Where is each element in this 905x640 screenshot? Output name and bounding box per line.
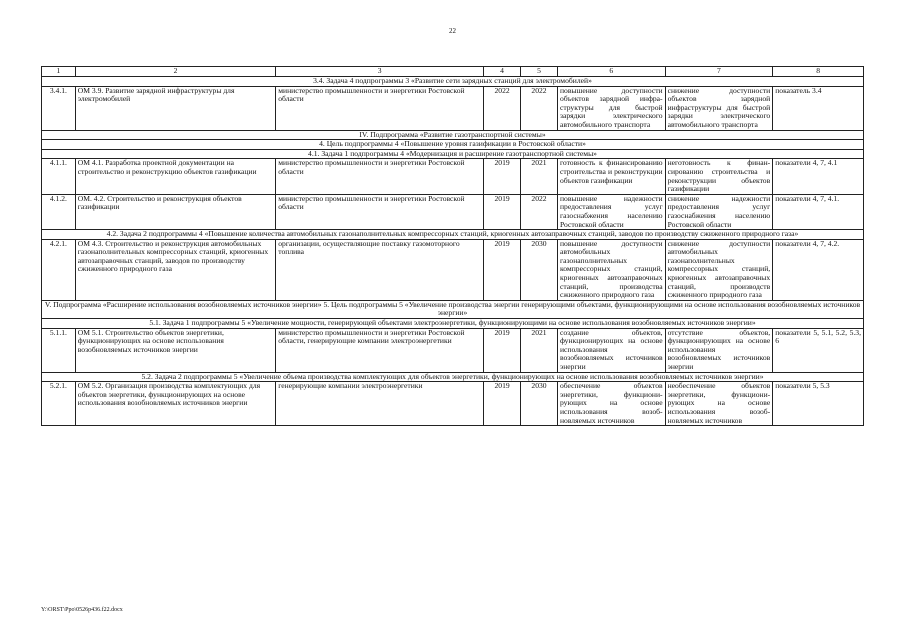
- responsible-executor: министерство промышленности и энергетики Ростовской области: [276, 86, 484, 130]
- section-heading: 4.1. Задача 1 подпрограммы 4 «Модернизация и расширение газотранспортной системы»: [42, 149, 864, 159]
- column-number: 8: [773, 67, 864, 77]
- section-heading-row: [42, 140, 864, 150]
- measures-table: [41, 66, 864, 426]
- start-year: 2019: [484, 194, 521, 229]
- start-year: 2019: [484, 382, 521, 426]
- section-heading-row: [42, 300, 864, 318]
- section-heading-row: [42, 230, 864, 240]
- section-heading: 4.2. Задача 2 подпрограммы 4 «Повышение количества автомобильных газонаполнительных компрессорных станций, криогенных автозаправочных станций, заводов по производству сжиженного природного газа»: [42, 230, 864, 240]
- section-heading: 5.2. Задача 2 подпрограммы 5 «Увеличение объема производства комплектующих для объектов энергетики, функционирующих на основе использования возобновляемых источников энергии»: [42, 372, 864, 382]
- table-row: [42, 194, 864, 229]
- measure-name: ОМ 4.3. Строительство и реконструкция автомобильных газонаполнительных компрессорных станций, криогенных автозаправочных станций, заводов по производству сжиженного природного газа: [75, 239, 275, 300]
- expected-result: повышение надежности предоставления услуг газоснабжения населению Ростовской области: [557, 194, 665, 229]
- responsible-executor: министерство промышленности и энергетики Ростовской области: [276, 159, 484, 194]
- indicator-link: показатели 5, 5.1, 5.2, 5.3, 6: [773, 328, 864, 372]
- non-implementation-consequence: неготовность к финансированию строительства и реконструкции объектов газификации: [665, 159, 773, 194]
- end-year: 2022: [521, 86, 558, 130]
- expected-result: повышение доступности объектов зарядной инфраструктуры для быстрой зарядки электрического автомобильного транспорта: [557, 86, 665, 130]
- start-year: 2019: [484, 328, 521, 372]
- row-number: 4.1.1.: [42, 159, 76, 194]
- expected-result: повышение доступности автомобильных газонаполнительных компрессорных станций, криогенных автозаправочных станций, производства сжиженного природного газа: [557, 239, 665, 300]
- column-number: 5: [521, 67, 558, 77]
- section-heading-row: [42, 77, 864, 87]
- row-number: 4.1.2.: [42, 194, 76, 229]
- measure-name: ОМ 3.9. Развитие зарядной инфраструктуры для электромобилей: [75, 86, 275, 130]
- section-heading: IV. Подпрограмма «Развитие газотранспортной системы»: [42, 130, 864, 140]
- end-year: 2030: [521, 239, 558, 300]
- responsible-executor: министерство промышленности и энергетики Ростовской области, генерирующие компании электроэнергетики: [276, 328, 484, 372]
- table-row: [42, 86, 864, 130]
- page-number: 22: [449, 27, 456, 35]
- row-number: 5.1.1.: [42, 328, 76, 372]
- column-number: 6: [557, 67, 665, 77]
- section-heading-row: [42, 372, 864, 382]
- column-number: 7: [665, 67, 773, 77]
- non-implementation-consequence: снижение надежности предоставления услуг газоснабжения населению Ростовской области: [665, 194, 773, 229]
- table-row: [42, 382, 864, 426]
- end-year: 2022: [521, 194, 558, 229]
- responsible-executor: министерство промышленности и энергетики Ростовской области: [276, 194, 484, 229]
- row-number: 5.2.1.: [42, 382, 76, 426]
- indicator-link: показатели 4, 7, 4.1: [773, 159, 864, 194]
- column-number: 2: [75, 67, 275, 77]
- section-heading: 3.4. Задача 4 подпрограммы 3 «Развитие сети зарядных станций для электромобилей»: [42, 77, 864, 87]
- table-row: [42, 328, 864, 372]
- section-heading: 4. Цель подпрограммы 4 «Повышение уровня газификации в Ростовской области»: [42, 140, 864, 150]
- indicator-link: показатели 5, 5.3: [773, 382, 864, 426]
- measure-name: ОМ 5.1. Строительство объектов энергетики, функционирующих на основе использования возобновляемых источников энергии: [75, 328, 275, 372]
- column-number: 3: [276, 67, 484, 77]
- indicator-link: показатели 4, 7, 4.1.: [773, 194, 864, 229]
- column-number-row: [42, 67, 864, 77]
- section-heading-row: [42, 319, 864, 329]
- table-row: [42, 239, 864, 300]
- indicator-link: показатели 4, 7, 4.2.: [773, 239, 864, 300]
- non-implementation-consequence: снижение доступности объектов зарядной инфраструктуры для быстрой зарядки электрического автомобильного транспорта: [665, 86, 773, 130]
- end-year: 2021: [521, 159, 558, 194]
- column-number: 4: [484, 67, 521, 77]
- start-year: 2019: [484, 239, 521, 300]
- responsible-executor: генерирующие компании электроэнергетики: [276, 382, 484, 426]
- table-row: [42, 159, 864, 194]
- column-number: 1: [42, 67, 76, 77]
- file-path-footer: Y:\ORST\Ppo\0526p436.f22.docx: [41, 607, 123, 613]
- expected-result: обеспечение объектов энергетики, функционирующих на основе использования возобновляемых источников: [557, 382, 665, 426]
- end-year: 2030: [521, 382, 558, 426]
- measure-name: ОМ. 4.2. Строительство и реконструкция объектов газификации: [75, 194, 275, 229]
- start-year: 2022: [484, 86, 521, 130]
- expected-result: создание объектов, функционирующих на основе использования возобновляемых источников энергии: [557, 328, 665, 372]
- section-heading-row: [42, 130, 864, 140]
- row-number: 3.4.1.: [42, 86, 76, 130]
- measure-name: ОМ 5.2. Организация производства комплектующих для объектов энергетики, функционирующих на основе использования возобновляемых источников энергии: [75, 382, 275, 426]
- start-year: 2019: [484, 159, 521, 194]
- section-heading-row: [42, 149, 864, 159]
- non-implementation-consequence: необеспечение объектов энергетики, функционирующих на основе использования возобновляемых источников: [665, 382, 773, 426]
- non-implementation-consequence: отсутствие объектов, функционирующих на основе использования возобновляемых источников энергии: [665, 328, 773, 372]
- section-heading: V. Подпрограмма «Расширение использования возобновляемых источников энергии» 5. Цель подпрограммы 5 «Увеличение производства энергии генерирующими объектами, функционирующими на основе использования возобновляемых источников энергии»: [42, 300, 864, 318]
- end-year: 2021: [521, 328, 558, 372]
- indicator-link: показатель 3.4: [773, 86, 864, 130]
- non-implementation-consequence: снижение доступности автомобильных газонаполнительных компрессорных станций, криогенных автозаправочных станций, производств сжиженного природного газа: [665, 239, 773, 300]
- expected-result: готовность к финансированию строительства и реконструкции объектов газификации: [557, 159, 665, 194]
- measure-name: ОМ 4.1. Разработка проектной документации на строительство и реконструкцию объектов газификации: [75, 159, 275, 194]
- row-number: 4.2.1.: [42, 239, 76, 300]
- responsible-executor: организации, осуществляющие поставку газомоторного топлива: [276, 239, 484, 300]
- section-heading: 5.1. Задача 1 подпрограммы 5 «Увеличение мощности, генерирующей объектами электроэнергетики, функционирующими на основе использования возобновляемых источников энергии»: [42, 319, 864, 329]
